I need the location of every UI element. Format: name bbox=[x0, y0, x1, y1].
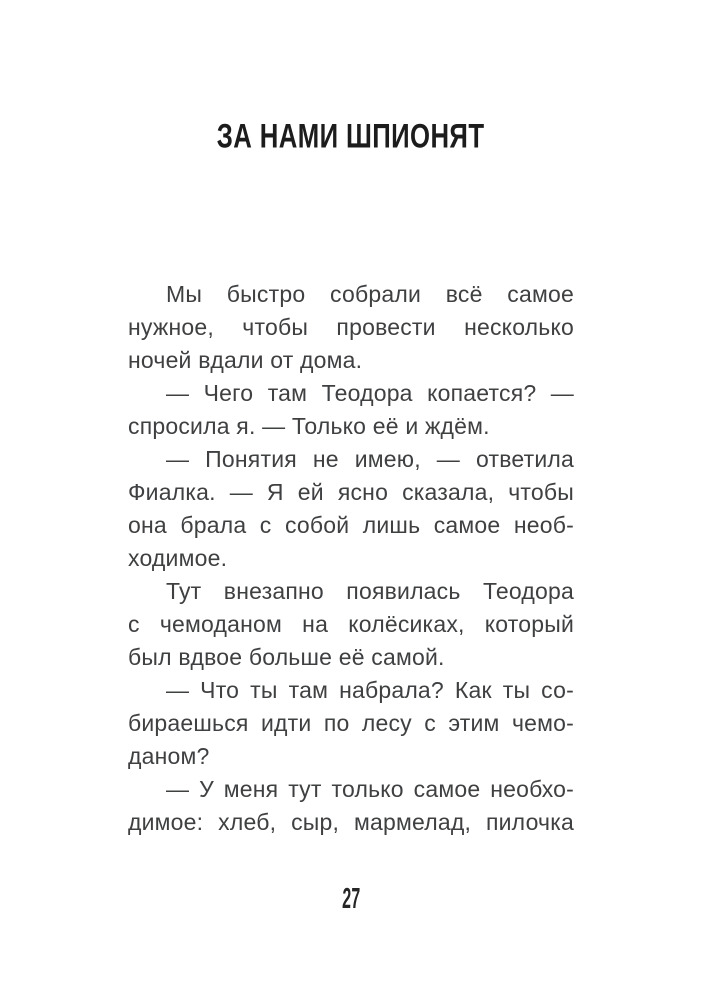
text-line: даном? bbox=[128, 743, 210, 769]
text-line: ночей вдали от дома. bbox=[128, 347, 363, 373]
body-text bbox=[128, 278, 574, 839]
text-line: — Чего там Теодора копается? — bbox=[166, 380, 574, 406]
text-line: Фиалка. — Я ей ясно сказала, чтобы bbox=[128, 479, 574, 505]
chapter-title-text: ЗА НАМИ ШПИОНЯТ bbox=[217, 116, 485, 155]
chapter-title bbox=[128, 116, 574, 156]
text-line: — Понятия не имею, — ответила bbox=[166, 446, 574, 472]
text-line: Мы быстро собрали всё самое bbox=[166, 281, 574, 307]
text-line: был вдвое больше её самой. bbox=[128, 644, 445, 670]
text-line: спросила я. — Только её и ждём. bbox=[128, 413, 490, 439]
text-line: — У меня тут только самое необхо- bbox=[166, 776, 574, 802]
text-line: — Что ты там набрала? Как ты со- bbox=[166, 677, 574, 703]
text-line: ходимое. bbox=[128, 545, 228, 571]
page-number bbox=[128, 882, 574, 916]
text-line: димое: хлеб, сыр, мармелад, пилочка bbox=[128, 809, 574, 835]
page-number-text: 27 bbox=[341, 883, 361, 915]
text-line: нужное, чтобы провести несколько bbox=[128, 314, 574, 340]
text-line: Тут внезапно появилась Теодора bbox=[166, 578, 574, 604]
text-line: с чемоданом на колёсиках, который bbox=[128, 611, 574, 637]
text-line: она брала с собой лишь самое необ- bbox=[128, 512, 574, 538]
text-line: бираешься идти по лесу с этим чемо- bbox=[128, 710, 574, 736]
